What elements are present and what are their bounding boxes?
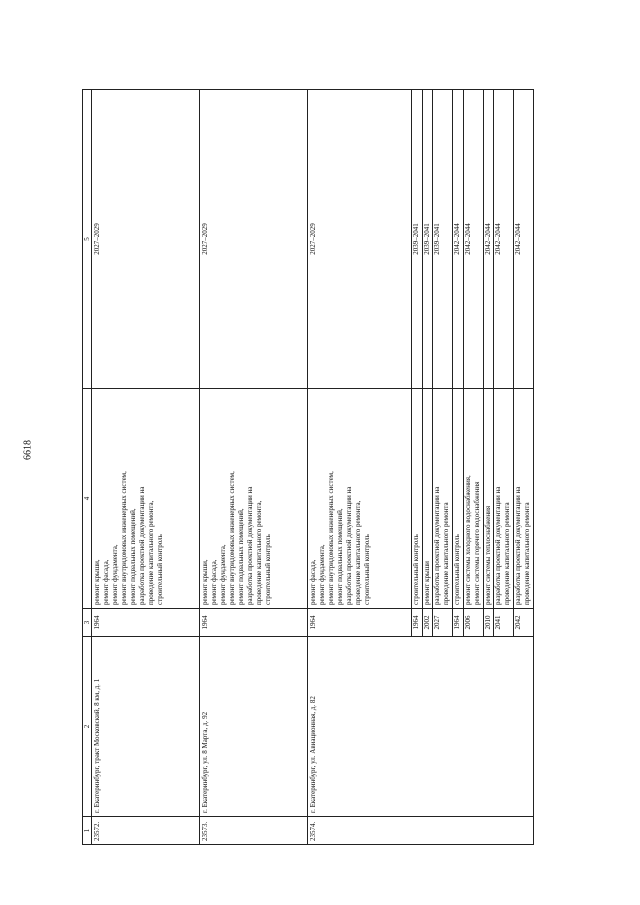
sub-work xyxy=(422,389,432,609)
sub-period: 2042–2044 xyxy=(453,90,463,389)
work-item: ремонт подвальных помещений, xyxy=(129,508,137,605)
sub-period: 2042–2044 xyxy=(514,90,534,389)
work-item: ремонт фасада, xyxy=(209,559,218,605)
row-address: г. Екатеринбург, ул. Авиационная, д. 82 xyxy=(307,637,533,817)
header-col-5: 5 xyxy=(83,90,92,389)
work-item: строительный контроль xyxy=(156,534,164,605)
sub-period: 2039–2041 xyxy=(433,90,453,389)
work-item: ремонт внутридомовых инженерных систем, xyxy=(326,471,335,605)
sub-work xyxy=(463,389,483,609)
work-item: проведение капитального ремонта, xyxy=(254,500,263,605)
sub-work xyxy=(433,389,453,609)
row-works xyxy=(199,389,307,609)
sub-work xyxy=(453,389,463,609)
row-works xyxy=(92,389,200,609)
work-item: разработка проектной документации на xyxy=(344,486,353,605)
sub-work xyxy=(514,389,534,609)
sub-year: 2042 xyxy=(514,609,534,637)
sub-year: 2010 xyxy=(483,609,493,637)
work-item: проведение капитального ремонта xyxy=(503,502,512,605)
work-item: проведение капитального ремонта, xyxy=(147,500,155,605)
row-year: 1964 xyxy=(92,609,200,637)
work-item: ремонт крыши xyxy=(422,561,431,605)
work-item: ремонт системы теплоснабжения xyxy=(483,505,492,605)
work-item: ремонт фундамента, xyxy=(111,544,119,605)
work-item: строительный контроль xyxy=(453,534,462,605)
sub-period: 2042–2044 xyxy=(483,90,493,389)
row-year: 1964 xyxy=(199,609,307,637)
sub-period: 2042–2044 xyxy=(463,90,483,389)
sub-year: 2041 xyxy=(494,609,514,637)
table-row xyxy=(199,90,307,845)
work-item: ремонт фасада, xyxy=(102,559,110,605)
work-item: разработка проектной документации на xyxy=(245,486,254,605)
sub-year: 1964 xyxy=(453,609,463,637)
sub-work xyxy=(494,389,514,609)
work-item: строительный контроль xyxy=(362,534,371,605)
work-item: строительный контроль xyxy=(412,534,421,605)
page-number: 6618 xyxy=(22,440,34,460)
work-item: ремонт внутридомовых инженерных систем, xyxy=(120,471,128,605)
work-item: ремонт подвальных помещений, xyxy=(335,508,344,605)
sub-year: 1964 xyxy=(412,609,422,637)
header-col-4: 4 xyxy=(83,389,92,609)
work-item: разработка проектной документации на xyxy=(494,486,503,605)
sub-year: 2006 xyxy=(463,609,483,637)
sub-period: 2042–2044 xyxy=(494,90,514,389)
header-col-2: 2 xyxy=(83,637,92,817)
row-number: 23574. xyxy=(307,817,533,845)
work-item: ремонт фундамента, xyxy=(218,544,227,605)
work-item: разработка проектной документации на xyxy=(138,486,146,605)
table-row xyxy=(307,90,412,845)
row-address: г. Екатеринбург, тракт Московский, 8 км, д. 1 xyxy=(92,637,200,817)
sub-year: 2002 xyxy=(422,609,432,637)
sub-work xyxy=(412,389,422,609)
work-item: разработка проектной документации на xyxy=(514,486,523,605)
header-row xyxy=(83,90,92,845)
sub-year: 2027 xyxy=(433,609,453,637)
work-item: проведение капитального ремонта xyxy=(523,502,532,605)
row-year: 1964 xyxy=(307,609,412,637)
row-period: 2027–2029 xyxy=(92,90,200,389)
work-item: ремонт крыши, xyxy=(200,559,209,605)
repair-schedule-table xyxy=(82,89,534,845)
work-item: ремонт крыши, xyxy=(93,559,101,605)
row-period: 2027–2029 xyxy=(199,90,307,389)
work-item: ремонт подвальных помещений, xyxy=(236,508,245,605)
row-number: 23572. xyxy=(92,817,200,845)
row-works xyxy=(307,389,412,609)
row-period: 2027–2029 xyxy=(307,90,412,389)
work-item: ремонт фундамента, xyxy=(317,544,326,605)
work-item: проведение капитального ремонта xyxy=(442,502,451,605)
sub-work xyxy=(483,389,493,609)
work-item: ремонт системы горячего водоснабжения xyxy=(472,481,481,605)
table-row xyxy=(92,90,200,845)
work-item: ремонт системы холодного водоснабжения, xyxy=(463,475,472,605)
header-col-3: 3 xyxy=(83,609,92,637)
header-col-1: 1 xyxy=(83,817,92,845)
work-item: ремонт внутридомовых инженерных систем, xyxy=(227,471,236,605)
sub-period: 2039–2041 xyxy=(412,90,422,389)
work-item: строительный контроль xyxy=(263,534,272,605)
work-item: ремонт фасада, xyxy=(308,559,317,605)
row-address: г. Екатеринбург, ул. 8 Марта, д. 92 xyxy=(199,637,307,817)
row-number: 23573. xyxy=(199,817,307,845)
rotated-table-container xyxy=(82,90,534,845)
work-item: проведение капитального ремонта, xyxy=(353,500,362,605)
sub-period: 2039–2041 xyxy=(422,90,432,389)
work-item: разработка проектной документации на xyxy=(433,486,442,605)
